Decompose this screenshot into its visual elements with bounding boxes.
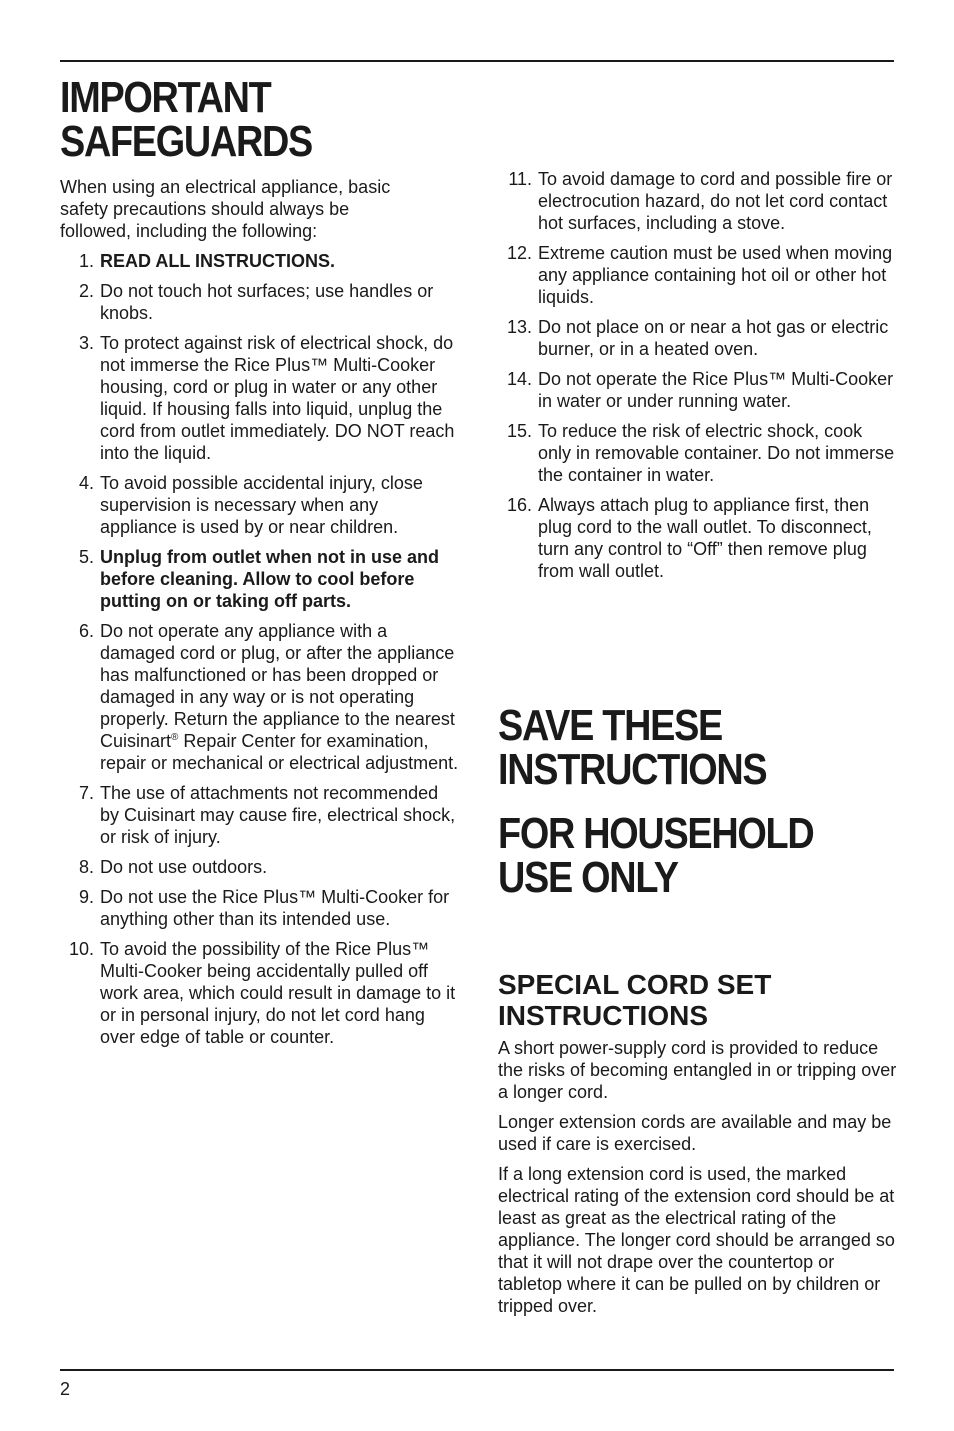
- list-item: 2. Do not touch hot surfaces; use handles or knobs.: [78, 281, 434, 323]
- list-item: 7. The use of attachments not recommended by Cuisinart may cause fire, electrical shock, or risk of injury.: [78, 783, 456, 847]
- page-number: 2: [60, 1379, 71, 1399]
- list-item: 8. Do not use outdoors.: [78, 857, 268, 877]
- right-column: [498, 168, 898, 1316]
- top-rule: [60, 60, 894, 62]
- list-item: 1. READ ALL INSTRUCTIONS.: [78, 251, 336, 271]
- list-item: 4. To avoid possible accidental injury, close supervision is necessary when any appliance is used by or near children.: [78, 473, 423, 537]
- registered-mark: ®: [171, 732, 179, 743]
- list-item: 16. Always attach plug to appliance first, then plug cord to the wall outlet. To disconnect, turn any control to “Off” then remove plug from wall outlet.: [506, 495, 872, 581]
- cord-paragraph: A short power-supply cord is provided to reduce the risks of becoming entangled in or tripping over a longer cord.: [498, 1038, 897, 1102]
- list-item: 10. To avoid the possibility of the Rice Plus™ Multi-Cooker being accidentally pulled off work area, which could result in damage to it or in personal injury, do not let cord hang over edge of table or counter.: [68, 939, 456, 1047]
- cord-paragraph: Longer extension cords are available and may be used if care is exercised.: [498, 1112, 892, 1154]
- list-item: 9. Do not use the Rice Plus™ Multi-Cooker for anything other than its intended use.: [78, 887, 450, 929]
- save-instructions-heading: SAVE THESE INSTRUCTIONS: [498, 701, 767, 794]
- safeguard-list: [60, 250, 460, 1048]
- household-use-heading: FOR HOUSEHOLD USE ONLY: [498, 809, 814, 902]
- safeguard-list-continued: [498, 168, 898, 582]
- page-title: IMPORTANT SAFEGUARDS: [60, 73, 313, 166]
- list-item: 15. To reduce the risk of electric shock, cook only in removable container. Do not immerse the container in water.: [506, 421, 895, 485]
- cord-paragraph: If a long extension cord is used, the marked electrical rating of the extension cord should be at least as great as the electrical rating of the appliance. The longer cord should be arranged so that it will not drape over the countertop or tabletop where it can be pulled on by children or tripped over.: [498, 1164, 895, 1316]
- list-item: 3. To protect against risk of electrical shock, do not immerse the Rice Plus™ Multi-Cooker housing, cord or plug in water or any other liquid. If housing falls into liquid, unplug the cord from outlet immediately. DO NOT reach into the liquid.: [78, 333, 455, 463]
- list-item: 14. Do not operate the Rice Plus™ Multi-Cooker in water or under running water.: [506, 369, 894, 411]
- intro-text: When using an electrical appliance, basic safety precautions should always be followed, including the following:: [60, 177, 391, 241]
- bottom-rule: [60, 1369, 894, 1371]
- list-item: 5. Unplug from outlet when not in use and before cleaning. Allow to cool before putting on or taking off parts.: [78, 547, 439, 611]
- list-item: 11. To avoid damage to cord and possible fire or electrocution hazard, do not let cord contact hot surfaces, including a stove.: [508, 169, 893, 233]
- special-cord-section: [498, 969, 898, 1325]
- list-item: 12. Extreme caution must be used when moving any appliance containing hot oil or other hot liquids.: [506, 243, 893, 307]
- list-item: 13. Do not place on or near a hot gas or electric burner, or in a heated oven.: [506, 317, 889, 359]
- safeguards-column: [60, 73, 460, 1056]
- list-item: 6. Do not operate any appliance with a damaged cord or plug, or after the appliance has malfunctioned or has been dropped or damaged in any way or is not operating properly. Return the appliance to the nearest Cuisinart® Repair Center for examination, repair or mechanical or electrical adjustment.: [78, 621, 459, 773]
- special-cord-heading: SPECIAL CORD SET INSTRUCTIONS: [498, 969, 772, 1031]
